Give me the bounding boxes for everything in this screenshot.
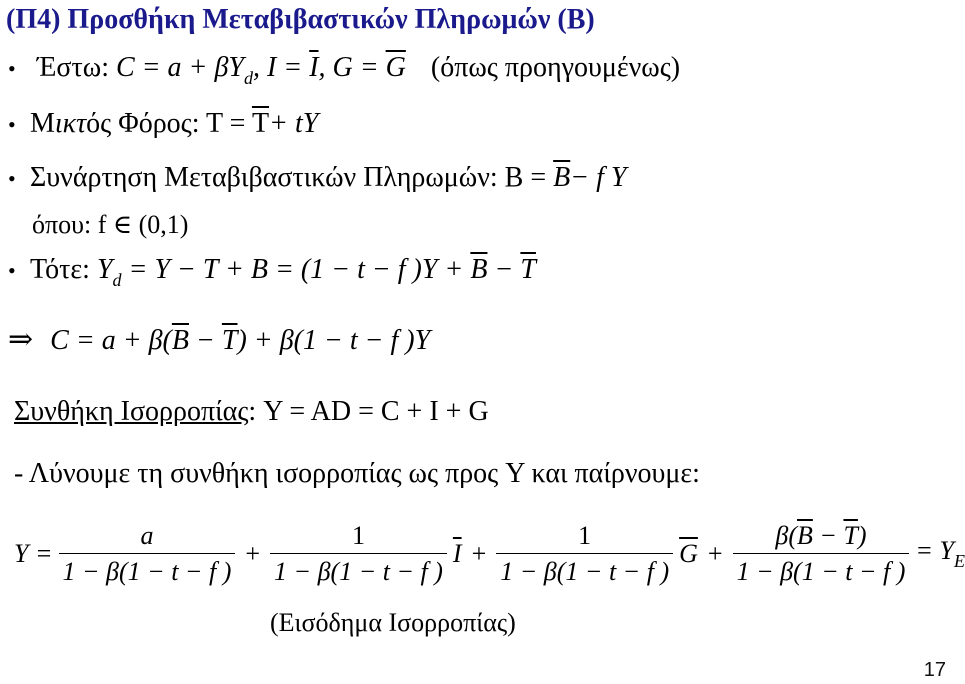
government-bar: $\overline{G}$ — [385, 52, 406, 83]
bullet-then — [8, 254, 536, 291]
implication-line — [8, 322, 430, 357]
bullet-dot: • — [8, 56, 16, 81]
final-rhs — [915, 536, 965, 572]
implies-arrow-icon: ⇒ — [8, 323, 34, 356]
transfer-label: Συνάρτηση Μεταβιβαστικών Πληρωμών: Β = — [30, 162, 554, 193]
final-rhs-sub: E — [953, 551, 965, 571]
transfer-bar: $\overline{B}$ — [553, 162, 571, 193]
investment-eq: , I = — [252, 52, 310, 83]
government-eq: , G = — [318, 52, 386, 83]
consumption-function: C = a + βY — [115, 52, 244, 83]
disposable-income-sub: d — [112, 270, 122, 290]
numerator-minus: − — [812, 521, 844, 550]
then-minus: − — [487, 254, 521, 285]
fraction-numerator: 1 — [578, 521, 592, 550]
implication-lhs: C = a + β( — [50, 325, 172, 356]
tax-label-a: Μ — [30, 108, 55, 139]
disposable-subscript: d — [243, 68, 253, 88]
equilibrium-label: Συνθήκη Ισορροπίας — [14, 396, 249, 427]
tax-rest: + tY — [269, 108, 319, 139]
equilibrium-condition — [14, 396, 489, 428]
bullet-transfer-function — [8, 162, 627, 194]
numerator-transfer-bar: $\overline{B}$ — [797, 521, 813, 550]
bullet-mixed-tax — [8, 108, 318, 140]
implication-tax-bar: $\overline{T}$ — [221, 325, 238, 356]
fraction-numerator: a — [140, 521, 154, 550]
numerator-tax-bar: $\overline{T}$ — [843, 521, 858, 550]
plus-sign: + — [471, 539, 487, 568]
assumptions-label: Έστω: — [37, 52, 109, 83]
then-transfer-bar: $\overline{B}$ — [470, 254, 488, 285]
page-number: 17 — [923, 659, 946, 681]
fraction-denominator: 1 − β(1 − t − f ) — [496, 553, 673, 589]
implication-transfer-bar: $\overline{B}$ — [171, 325, 189, 356]
equilibrium-equation: : Y = AD = C + I + G — [248, 396, 489, 427]
bullet-dot: • — [8, 112, 16, 137]
fraction-numerator — [771, 520, 870, 553]
fraction-denominator: 1 − β(1 − t − f ) — [270, 553, 447, 589]
slide-title: (Π4) Προσθήκη Μεταβιβαστικών Πληρωμών (Β) — [6, 4, 595, 35]
fraction-numerator: 1 — [351, 521, 365, 550]
then-label: Τότε: — [30, 254, 90, 285]
final-y-eq: Y = — [14, 539, 53, 568]
plus-sign: + — [245, 539, 261, 568]
multiplier-fraction-a — [59, 520, 236, 588]
bullet-assumptions — [8, 52, 680, 89]
implication-minus: − — [188, 325, 222, 356]
solve-instruction: - Λύνουμε τη συνθήκη ισορροπίας ως προς Y και παίρνουμε: — [14, 458, 700, 489]
multiplier-fraction-net-transfers — [733, 520, 910, 588]
equilibrium-income-caption: (Εισόδημα Ισορροπίας) — [270, 608, 516, 637]
tax-bar: $\overline{T}$ — [251, 108, 270, 139]
transfer-where: όπου: f ∈ (0,1) — [32, 210, 189, 239]
bullet-dot: • — [8, 166, 16, 191]
numerator-close: ) — [857, 521, 867, 550]
assumptions-note: (όπως προηγουμένως) — [430, 52, 681, 83]
investment-bar: $\overline{I}$ — [452, 539, 462, 568]
government-bar: $\overline{G}$ — [679, 539, 698, 568]
equilibrium-income-equation — [14, 520, 965, 588]
implication-rhs: ) + β(1 − t − f )Y — [237, 325, 431, 356]
fraction-denominator: 1 − β(1 − t − f ) — [59, 553, 236, 589]
bullet-dot: • — [8, 258, 16, 283]
multiplier-fraction-g — [496, 520, 673, 588]
final-rhs-y: = Y — [915, 536, 954, 565]
multiplier-fraction-i — [270, 520, 447, 588]
numerator-open: β( — [775, 521, 797, 550]
transfer-rest: − f Y — [570, 162, 627, 193]
disposable-income: Y — [96, 254, 113, 285]
investment-bar: $\overline{I}$ — [309, 52, 319, 83]
then-tax-bar: $\overline{T}$ — [520, 254, 536, 285]
tax-label-b: ικτ — [54, 108, 87, 139]
disposable-income-expansion: = Y − T + B = (1 − t − f )Y + — [128, 254, 471, 285]
fraction-denominator: 1 − β(1 − t − f ) — [733, 553, 910, 589]
plus-sign: + — [707, 539, 723, 568]
tax-label-c: ός Φόρος: Τ = — [86, 108, 252, 139]
